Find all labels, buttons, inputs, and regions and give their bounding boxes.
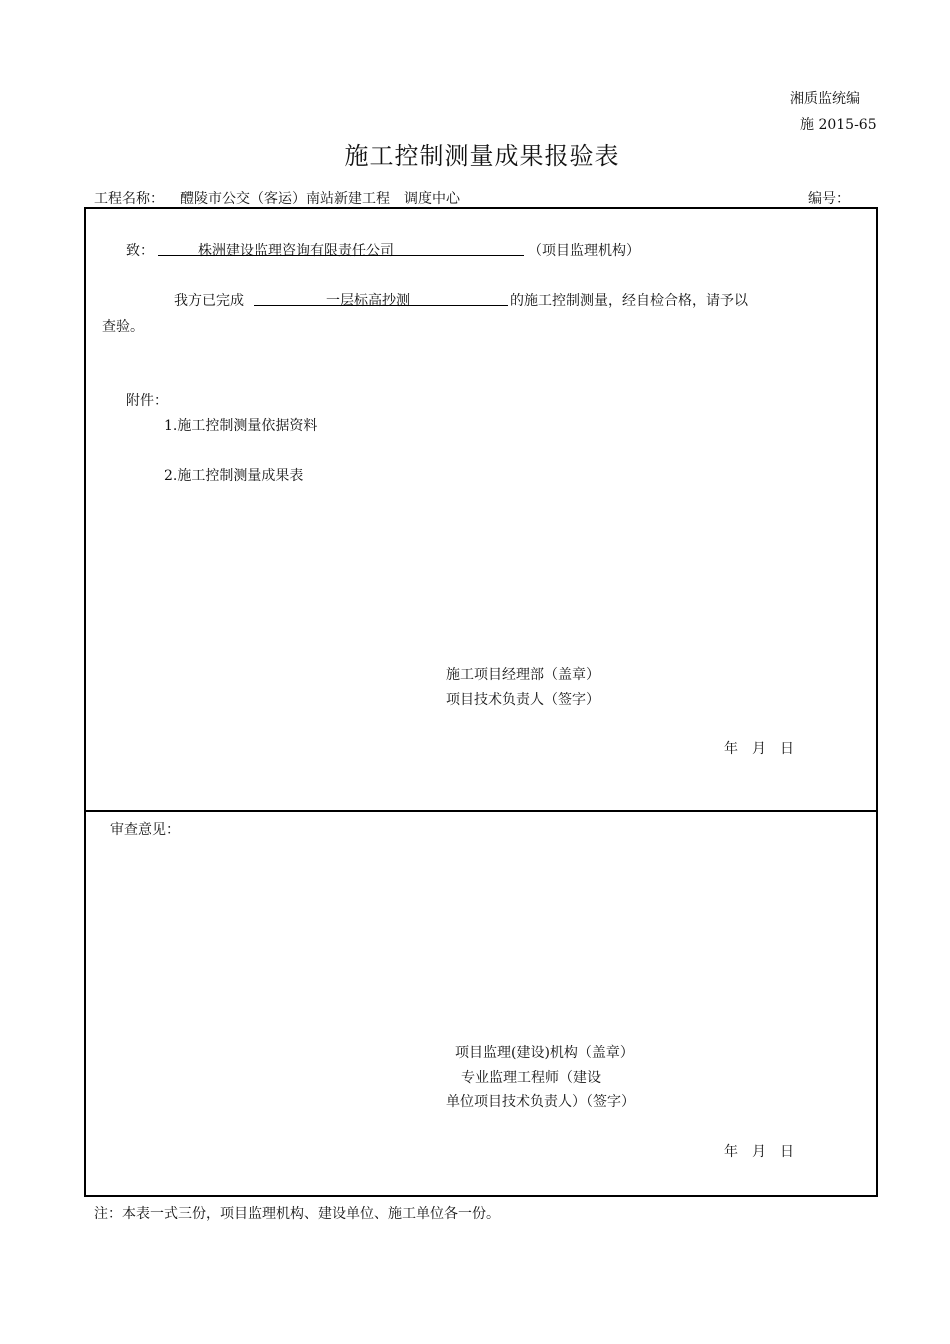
page-title: 施工控制测量成果报验表 <box>344 142 620 170</box>
supervisor-seal-label: 项目监理(建设)机构（盖章） <box>455 1045 634 1061</box>
section-divider <box>84 810 878 812</box>
to-suffix: （项目监理机构） <box>528 243 640 259</box>
publisher-label: 湘质监统编 <box>790 91 860 107</box>
supervisor-signature-label: 单位项目技术负责人）（签字） <box>446 1094 635 1110</box>
form-code: 施 2015-65 <box>800 117 877 133</box>
project-name-value: 醴陵市公交（客运）南站新建工程 调度中心 <box>180 191 460 207</box>
to-underline <box>158 255 524 256</box>
contractor-date: 年 月 日 <box>724 741 794 757</box>
attachment-item-2: 2.施工控制测量成果表 <box>164 468 304 484</box>
body-underline <box>254 305 508 306</box>
contractor-signature-label: 项目技术负责人（签字） <box>446 692 600 708</box>
contractor-seal-label: 施工项目经理部（盖章） <box>446 667 600 683</box>
to-value: 株洲建设监理咨询有限责任公司 <box>198 243 394 259</box>
body-value: 一层标高抄测 <box>326 293 410 309</box>
review-date: 年 月 日 <box>724 1144 794 1160</box>
footer-note: 注：本表一式三份，项目监理机构、建设单位、施工单位各一份。 <box>94 1206 500 1222</box>
supervisor-engineer-label: 专业监理工程师（建设 <box>461 1070 601 1086</box>
review-label: 审查意见： <box>110 822 180 838</box>
body-line-2: 查验。 <box>102 319 144 335</box>
body-suffix: 的施工控制测量，经自检合格，请予以 <box>510 293 748 309</box>
body-prefix: 我方已完成 <box>174 293 244 309</box>
attachments-label: 附件： <box>126 393 168 409</box>
form-number-label: 编号： <box>808 191 850 207</box>
project-name-label: 工程名称： <box>94 191 164 207</box>
attachment-item-1: 1.施工控制测量依据资料 <box>164 418 318 434</box>
to-label: 致： <box>126 243 154 259</box>
